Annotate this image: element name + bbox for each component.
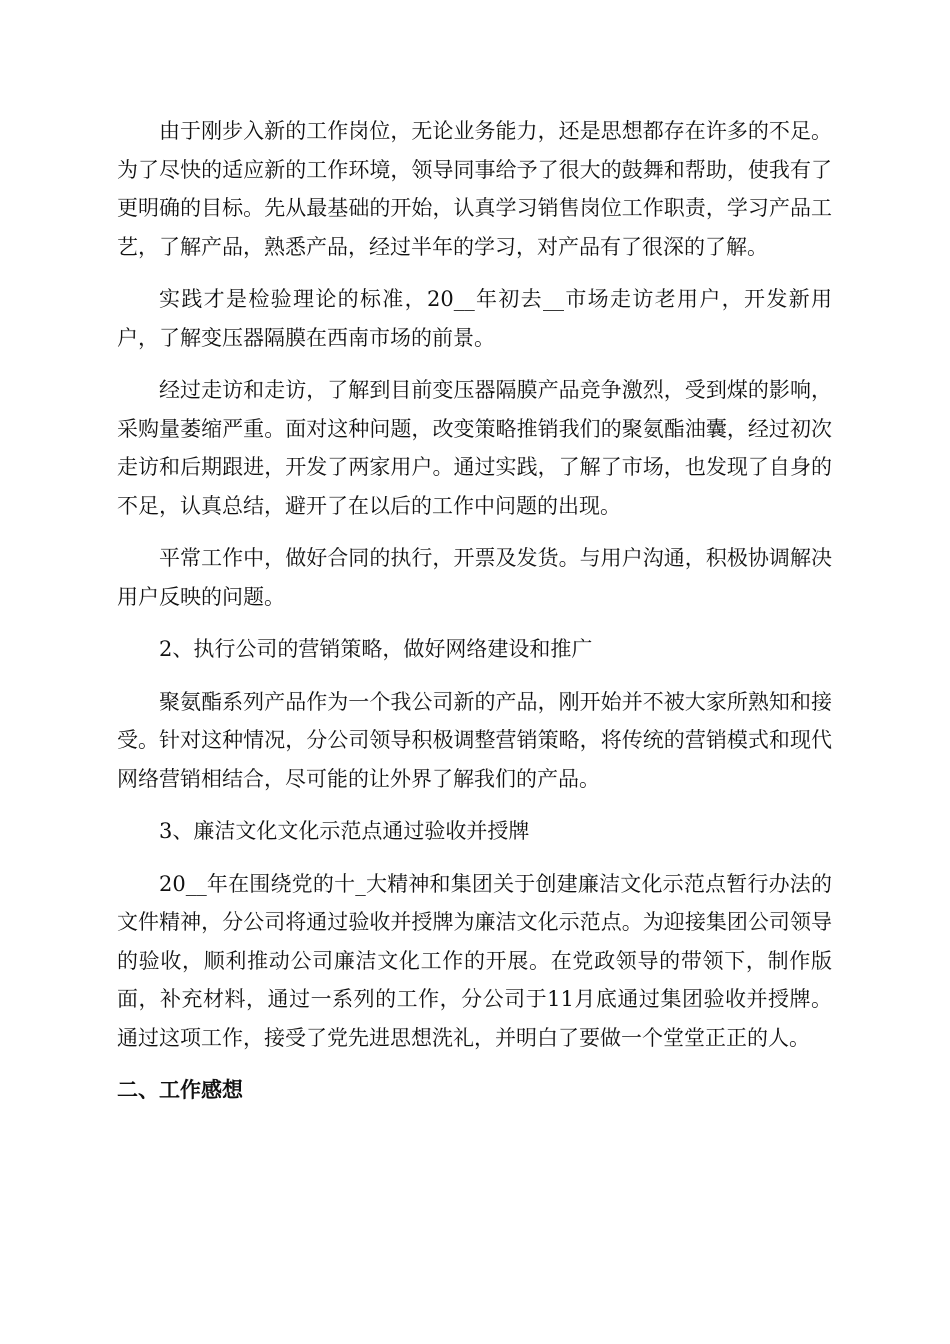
subheading-integrity-culture: 3、廉洁文化文化示范点通过验收并授牌	[159, 819, 530, 843]
paragraph-market-visit: 经过走访和走访，了解到目前变压器隔膜产品竞争激烈，受到煤的影响，采购量萎缩严重。面对这种问题，改变策略推销我们的聚氨酯油囊，经过初次走访和后期跟进，开发了两家用户。通过实践，了解了市场，也发现了自身的不足，认真总结，避开了在以后的工作中问题的出现。	[117, 378, 832, 518]
document-page	[117, 112, 832, 1110]
paragraph-polyurethane: 聚氨酯系列产品作为一个我公司新的产品，刚开始并不被大家所熟知和接受。针对这种情况，分公司领导积极调整营销策略，将传统的营销模式和现代网络营销相结合，尽可能的让外界了解我们的产品。	[117, 689, 832, 791]
paragraph-daily-work: 平常工作中，做好合同的执行，开票及发货。与用户沟通，积极协调解决用户反映的问题。	[117, 546, 832, 609]
paragraph-new-position: 由于刚步入新的工作岗位，无论业务能力，还是思想都存在许多的不足。为了尽快的适应新的工作环境，领导同事给予了很大的鼓舞和帮助，使我有了更明确的目标。先从最基础的开始，认真学习销售岗位工作职责，学习产品工艺，了解产品，熟悉产品，经过半年的学习，对产品有了很深的了解。	[117, 119, 832, 259]
paragraph-integrity-acceptance: 20__年在围绕党的十_大精神和集团关于创建廉洁文化示范点暂行办法的文件精神，分公司将通过验收并授牌为廉洁文化示范点。为迎接集团公司领导的验收，顺利推动公司廉洁文化工作的开展。在党政领导的带领下，制作版面，补充材料，通过一系列的工作，分公司于11月底通过集团验收并授牌。通过这项工作，接受了党先进思想洗礼，并明白了要做一个堂堂正正的人。	[117, 871, 832, 1050]
paragraph-practice: 实践才是检验理论的标准，20__年初去__市场走访老用户，开发新用户，了解变压器隔膜在西南市场的前景。	[117, 287, 832, 350]
subheading-marketing-strategy: 2、执行公司的营销策略，做好网络建设和推广	[159, 637, 593, 661]
section-heading-work-reflection: 二、工作感想	[117, 1078, 243, 1102]
